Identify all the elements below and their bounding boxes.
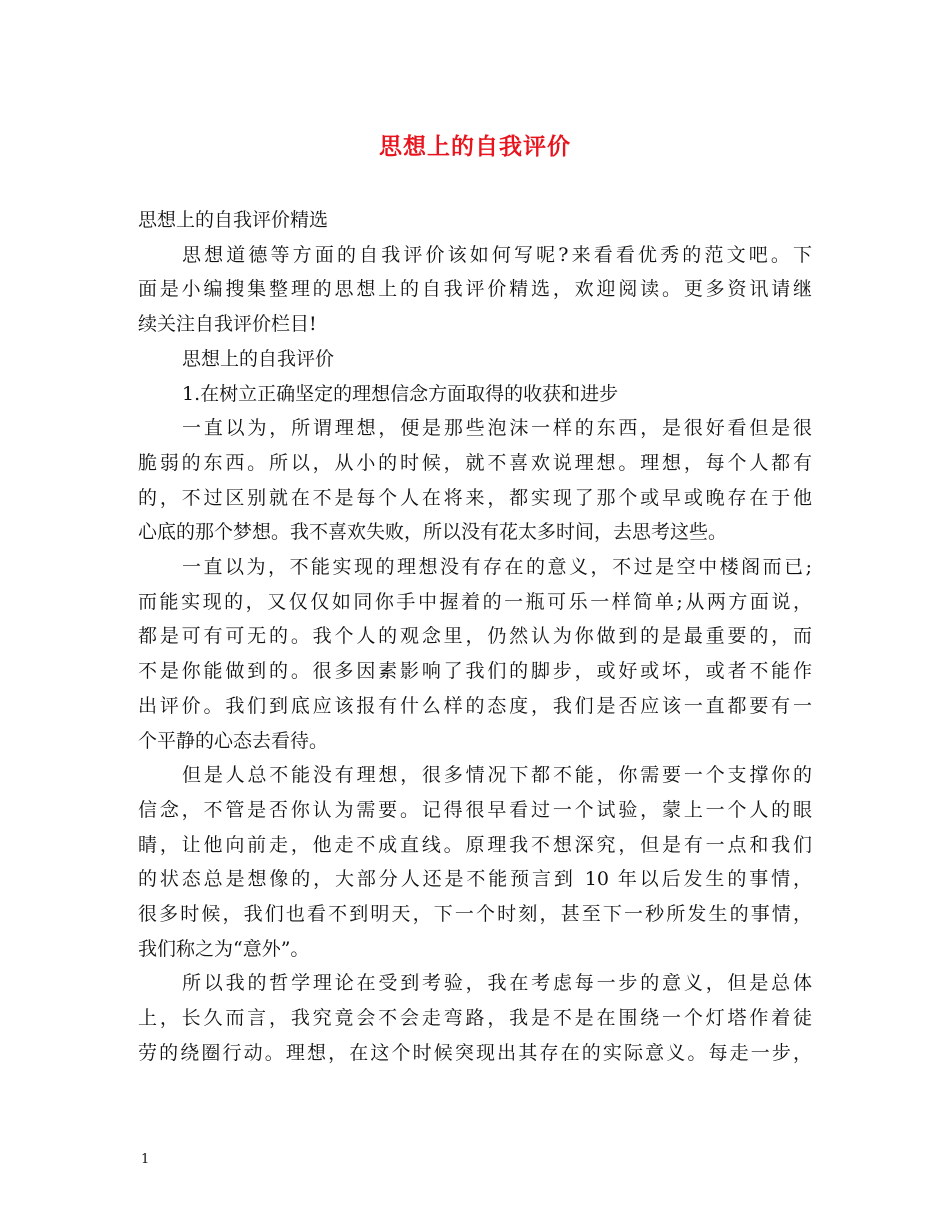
text-line: 但是人总不能没有理想，很多情况下都不能，你需要一个支撑你的: [182, 764, 812, 787]
text-line: 续关注自我评价栏目!: [138, 313, 317, 336]
page-number: 1: [141, 1152, 150, 1167]
text-line: 上，长久而言，我究竟会不会走弯路，我是不是在围绕一个灯塔作着徒: [138, 1007, 812, 1030]
text-line: 的，不过区别就在不是每个人在将来，都实现了那个或早或晚存在于他: [138, 486, 812, 509]
text-line: 个平静的心态去看待。: [138, 729, 329, 752]
text-line: 我们称之为“意外”。: [138, 937, 310, 960]
text-line: 所以我的哲学理论在受到考验，我在考虑每一步的意义，但是总体: [182, 972, 812, 995]
text-line: 信念，不管是否你认为需要。记得很早看过一个试验，蒙上一个人的眼: [138, 798, 812, 821]
text-line: 脆弱的东西。所以，从小的时候，就不喜欢说理想。理想，每个人都有: [138, 451, 812, 474]
text-line: 都是可有可无的。我个人的观念里，仍然认为你做到的是最重要的，而: [138, 625, 812, 648]
text-line: 而能实现的，又仅仅如同你手中握着的一瓶可乐一样简单;从两方面说，: [138, 590, 812, 613]
text-line: 的状态总是想像的，大部分人还是不能预言到 10 年以后发生的事情，: [138, 868, 812, 891]
text-line: 思想上的自我评价: [182, 347, 335, 370]
text-line: 思想上的自我评价精选: [138, 209, 329, 231]
text-line: 一直以为，不能实现的理想没有存在的意义，不过是空中楼阁而已;: [182, 556, 812, 579]
text-line: 很多时候，我们也看不到明天，下一个时刻，甚至下一秒所发生的事情，: [138, 903, 812, 926]
text-line: 劳的绕圈行动。理想，在这个时候突现出其存在的实际意义。每走一步，: [138, 1041, 812, 1064]
text-line: 1.在树立正确坚定的理想信念方面取得的收获和进步: [182, 382, 619, 405]
text-line: 一直以为，所谓理想，便是那些泡沫一样的东西，是很好看但是很: [182, 417, 812, 440]
document-title: 思想上的自我评价: [379, 133, 571, 160]
text-line: 思想道德等方面的自我评价该如何写呢?来看看优秀的范文吧。下: [182, 243, 812, 266]
text-line: 面是小编搜集整理的思想上的自我评价精选，欢迎阅读。更多资讯请继: [138, 278, 812, 301]
document-body: [138, 203, 812, 1071]
text-line: 心底的那个梦想。我不喜欢失败，所以没有花太多时间，去思考这些。: [138, 521, 728, 544]
text-line: 出评价。我们到底应该报有什么样的态度，我们是否应该一直都要有一: [138, 694, 812, 717]
text-line: 不是你能做到的。很多因素影响了我们的脚步，或好或坏，或者不能作: [138, 660, 812, 683]
text-line: 睛，让他向前走，他走不成直线。原理我不想深究，但是有一点和我们: [138, 833, 812, 856]
